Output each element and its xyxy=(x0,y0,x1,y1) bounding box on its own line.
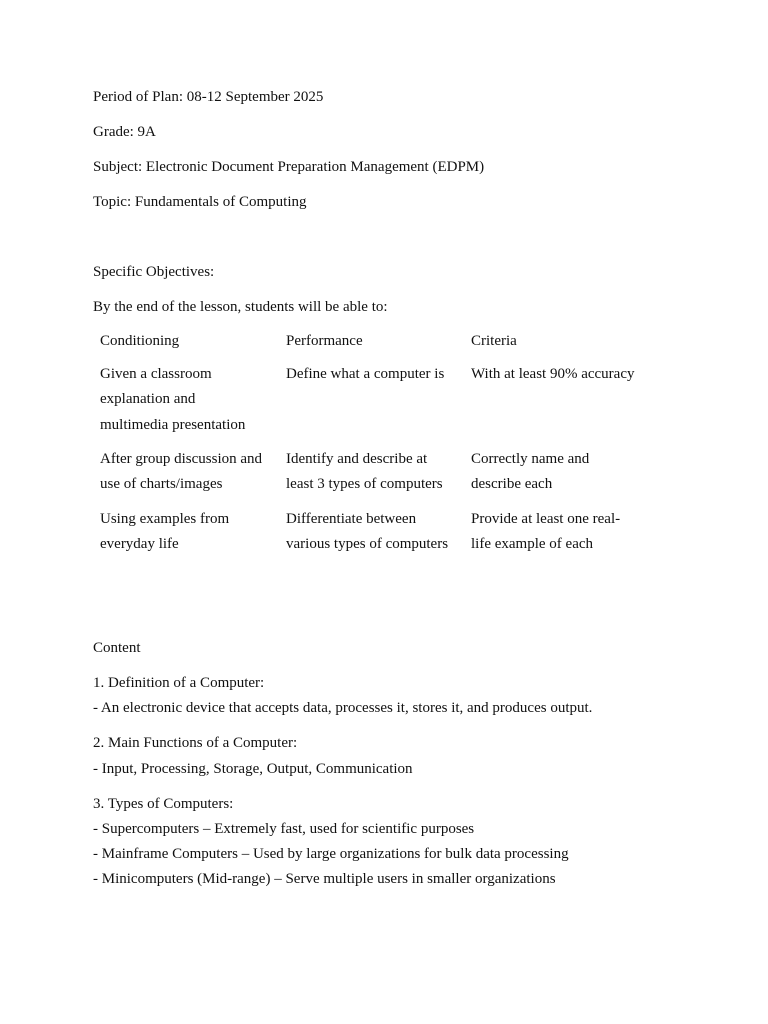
section-1-item: - An electronic device that accepts data, processes it, stores it, and produces output. xyxy=(93,700,593,716)
cell-line: Differentiate between xyxy=(286,511,417,527)
objectives-title: Specific Objectives: xyxy=(93,264,215,280)
table-header-criteria: Criteria xyxy=(471,333,517,349)
table-row-1-performance xyxy=(286,362,466,387)
cell-line: everyday life xyxy=(100,536,179,553)
cell-line: After group discussion and xyxy=(100,451,263,467)
content-title: Content xyxy=(93,640,141,656)
topic: Topic: Fundamentals of Computing xyxy=(93,194,307,210)
cell-line: use of charts/images xyxy=(100,476,223,493)
section-3-item-minicomputers: - Minicomputers (Mid-range) – Serve multiple users in smaller organizations xyxy=(93,871,556,887)
cell-line: Provide at least one real- xyxy=(471,511,621,527)
subject: Subject: Electronic Document Preparation Management (EDPM) xyxy=(93,159,485,175)
section-1-heading: 1. Definition of a Computer: xyxy=(93,675,265,691)
section-3-item-mainframe: - Mainframe Computers – Used by large organizations for bulk data processing xyxy=(93,846,569,862)
table-row-2-performance xyxy=(286,447,466,498)
cell-line: Identify and describe at xyxy=(286,451,428,467)
cell-line: Using examples from xyxy=(100,511,230,527)
section-2-item: - Input, Processing, Storage, Output, Communication xyxy=(93,761,413,777)
table-row-1-criteria xyxy=(471,362,661,387)
table-header-conditioning: Conditioning xyxy=(100,333,180,349)
cell-line: With at least 90% accuracy xyxy=(471,366,635,382)
table-header-performance: Performance xyxy=(286,333,363,349)
cell-line: various types of computers xyxy=(286,536,449,553)
table-row-1-conditioning xyxy=(100,362,280,438)
cell-line: multimedia presentation xyxy=(100,416,246,433)
grade: Grade: 9A xyxy=(93,124,156,140)
table-row-2-criteria xyxy=(471,447,661,498)
objectives-intro: By the end of the lesson, students will be able to: xyxy=(93,299,388,315)
table-row-2-conditioning xyxy=(100,447,280,498)
table-row-3-performance xyxy=(286,507,466,558)
cell-line: describe each xyxy=(471,476,553,493)
cell-line: explanation and xyxy=(100,391,196,408)
table-row-3-criteria xyxy=(471,507,661,558)
table-row-3-conditioning xyxy=(100,507,280,558)
section-3-item-supercomputers: - Supercomputers – Extremely fast, used for scientific purposes xyxy=(93,821,475,837)
cell-line: Define what a computer is xyxy=(286,366,445,382)
cell-line: life example of each xyxy=(471,536,594,553)
section-2-heading: 2. Main Functions of a Computer: xyxy=(93,735,298,751)
section-3-heading: 3. Types of Computers: xyxy=(93,796,234,812)
period-of-plan: Period of Plan: 08-12 September 2025 xyxy=(93,89,324,105)
cell-line: Correctly name and xyxy=(471,451,590,467)
cell-line: Given a classroom xyxy=(100,366,212,382)
cell-line: least 3 types of computers xyxy=(286,476,443,493)
